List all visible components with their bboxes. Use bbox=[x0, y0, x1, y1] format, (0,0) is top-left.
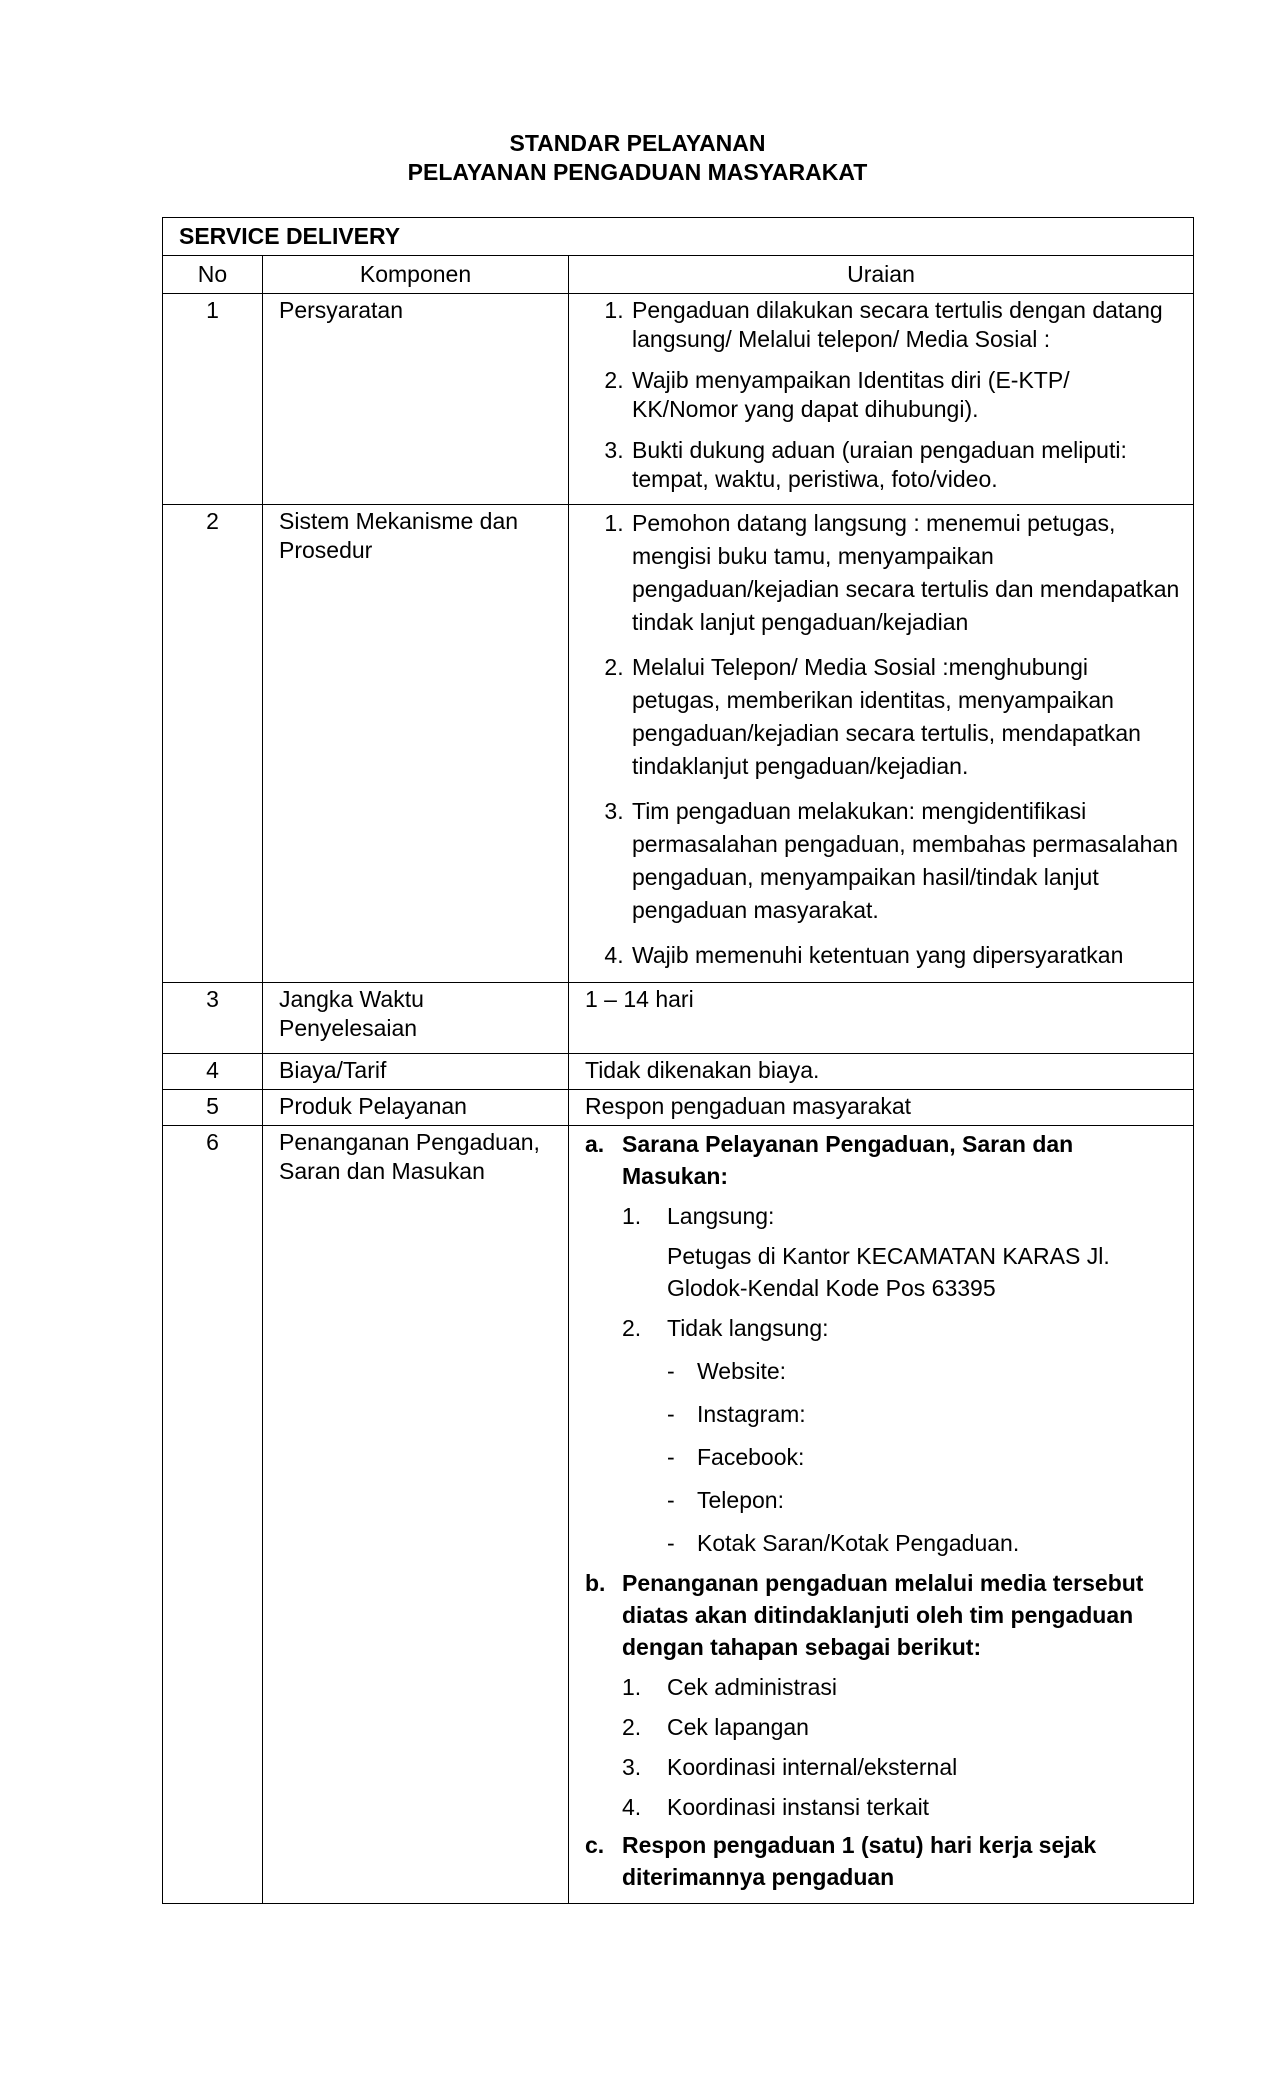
channel-instagram: Instagram: bbox=[697, 1401, 806, 1427]
section-b-heading bbox=[585, 1567, 1181, 1663]
step-number: 1. bbox=[622, 1674, 642, 1700]
section-text: Respon pengaduan 1 (satu) hari kerja sejak diterimannya pengaduan bbox=[622, 1832, 1097, 1890]
list-item bbox=[585, 1398, 1181, 1430]
list-item bbox=[585, 1751, 1181, 1783]
doc-title-line1: STANDAR PELAYANAN bbox=[509, 130, 766, 156]
standard-service-table bbox=[162, 217, 1194, 1904]
step-number: 2. bbox=[622, 1714, 642, 1740]
requirement-list bbox=[585, 296, 1181, 494]
table-row bbox=[163, 983, 1194, 1054]
list-item: 2. Melalui Telepon/ Media Sosial :menghubungi petugas, memberikan identitas, menyampaikan pengaduan/kejadian secara tertulis, mendapatkan tindaklanjut pengaduan/kejadian. bbox=[630, 651, 1181, 783]
row-number: 3 bbox=[163, 983, 263, 1054]
row-uraian: Tidak dikenakan biaya. bbox=[569, 1054, 1194, 1090]
row-komponen: Produk Pelayanan bbox=[263, 1090, 569, 1126]
list-item bbox=[585, 1711, 1181, 1743]
section-letter: a. bbox=[585, 1131, 605, 1157]
list-item bbox=[585, 1484, 1181, 1516]
step-number: 3. bbox=[622, 1754, 642, 1780]
channel-facebook: Facebook: bbox=[697, 1444, 805, 1470]
list-item: 3. Tim pengaduan melakukan: mengidentifikasi permasalahan pengaduan, membahas permasalahan pengaduan, menyampaikan hasil/tindak lanjut pengaduan masyarakat. bbox=[630, 795, 1181, 927]
list-item bbox=[585, 1441, 1181, 1473]
column-header-row bbox=[163, 256, 1194, 294]
step-text: Koordinasi instansi terkait bbox=[667, 1794, 930, 1820]
channel-indirect bbox=[585, 1312, 1181, 1344]
section-text: Penanganan pengaduan melalui media tersebut diatas akan ditindaklanjuti oleh tim pengaduan dengan tahapan sebagai berikut: bbox=[622, 1570, 1144, 1660]
row-komponen: Penanganan Pengaduan, Saran dan Masukan bbox=[263, 1126, 569, 1904]
step-text: Cek lapangan bbox=[667, 1714, 809, 1740]
table-row bbox=[163, 505, 1194, 983]
row-number: 1 bbox=[163, 294, 263, 505]
row-uraian: Respon pengaduan masyarakat bbox=[569, 1090, 1194, 1126]
procedure-list bbox=[585, 507, 1181, 972]
table-row bbox=[163, 1090, 1194, 1126]
channel-telepon: Telepon: bbox=[697, 1487, 784, 1513]
section-c-heading bbox=[585, 1829, 1181, 1893]
row-uraian bbox=[569, 1126, 1194, 1904]
list-item bbox=[585, 1791, 1181, 1823]
row-number: 4 bbox=[163, 1054, 263, 1090]
list-item: 1. Pengaduan dilakukan secara tertulis dengan datang langsung/ Melalui telepon/ Media Sosial : bbox=[630, 296, 1181, 354]
list-item bbox=[585, 1527, 1181, 1559]
row-uraian bbox=[569, 505, 1194, 983]
column-header-no: No bbox=[163, 256, 263, 294]
row-number: 6 bbox=[163, 1126, 263, 1904]
list-item bbox=[585, 1355, 1181, 1387]
section-letter: c. bbox=[585, 1832, 605, 1858]
column-header-uraian: Uraian bbox=[569, 256, 1194, 294]
channel-kotak-saran: Kotak Saran/Kotak Pengaduan. bbox=[697, 1530, 1020, 1556]
row-komponen: Persyaratan bbox=[263, 294, 569, 505]
dash-bullet: - bbox=[667, 1487, 675, 1513]
section-header: SERVICE DELIVERY bbox=[163, 218, 1194, 256]
column-header-komponen: Komponen bbox=[263, 256, 569, 294]
dash-bullet: - bbox=[667, 1401, 675, 1427]
item-label: Langsung: bbox=[667, 1203, 775, 1229]
list-item: 3. Bukti dukung aduan (uraian pengaduan meliputi: tempat, waktu, peristiwa, foto/video. bbox=[630, 436, 1181, 494]
section-text: Sarana Pelayanan Pengaduan, Saran dan Masukan: bbox=[622, 1131, 1074, 1189]
step-number: 4. bbox=[622, 1794, 642, 1820]
step-text: Koordinasi internal/eksternal bbox=[667, 1754, 958, 1780]
row-komponen: Biaya/Tarif bbox=[263, 1054, 569, 1090]
row-komponen: Jangka Waktu Penyelesaian bbox=[263, 983, 569, 1054]
dash-bullet: - bbox=[667, 1358, 675, 1384]
item-number: 1. bbox=[622, 1203, 642, 1229]
step-text: Cek administrasi bbox=[667, 1674, 837, 1700]
list-item: 2. Wajib menyampaikan Identitas diri (E-KTP/ KK/Nomor yang dapat dihubungi). bbox=[630, 366, 1181, 424]
row-uraian: 1 – 14 hari bbox=[569, 983, 1194, 1054]
table-row bbox=[163, 1126, 1194, 1904]
doc-title-line2: PELAYANAN PENGADUAN MASYARAKAT bbox=[407, 159, 868, 185]
table-row bbox=[163, 1054, 1194, 1090]
table-row bbox=[163, 294, 1194, 505]
list-item bbox=[585, 1671, 1181, 1703]
office-address: Petugas di Kantor KECAMATAN KARAS Jl. Glodok-Kendal Kode Pos 63395 bbox=[667, 1243, 1110, 1301]
section-letter: b. bbox=[585, 1570, 606, 1596]
channel-website: Website: bbox=[697, 1358, 787, 1384]
row-komponen: Sistem Mekanisme dan Prosedur bbox=[263, 505, 569, 983]
row-uraian bbox=[569, 294, 1194, 505]
list-item: 4. Wajib memenuhi ketentuan yang dipersyaratkan bbox=[630, 939, 1181, 972]
list-item: 1. Pemohon datang langsung : menemui petugas, mengisi buku tamu, menyampaikan pengaduan/kejadian secara tertulis dan mendapatkan tindak lanjut pengaduan/kejadian bbox=[630, 507, 1181, 639]
dash-bullet: - bbox=[667, 1444, 675, 1470]
item-label: Tidak langsung: bbox=[667, 1315, 829, 1341]
item-number: 2. bbox=[622, 1315, 642, 1341]
section-header-row bbox=[163, 218, 1194, 256]
section-a-heading bbox=[585, 1128, 1181, 1192]
dash-bullet: - bbox=[667, 1530, 675, 1556]
row-number: 2 bbox=[163, 505, 263, 983]
channel-direct bbox=[585, 1200, 1181, 1232]
row-number: 5 bbox=[163, 1090, 263, 1126]
